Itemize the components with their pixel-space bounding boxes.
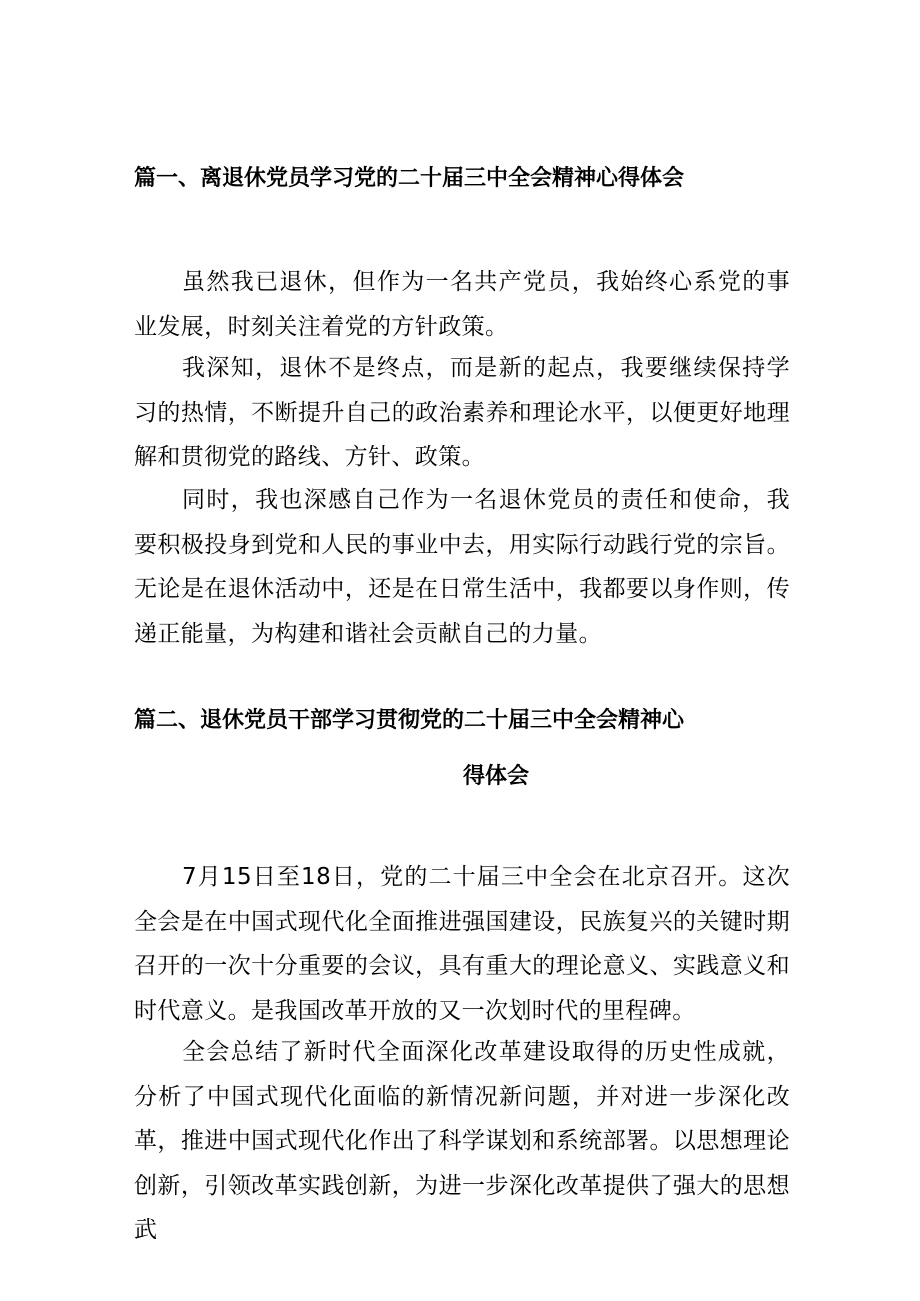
section2-paragraph-1: 7月15日至18日，党的二十届三中全会在北京召开。这次全会是在中国式现代化全面推进强国建设，民族复兴的关键时期召开的一次十分重要的会议，具有重大的理论意义、实践意义和时代意义。是我国改革开放的又一次划时代的里程碑。 [134, 864, 790, 1024]
section1-paragraph-2: 我深知，退休不是终点，而是新的起点，我要继续保持学习的热情，不断提升自己的政治素养和理论水平，以便更好地理解和贯彻党的路线、方针、政策。 [134, 355, 790, 470]
section1-paragraph-1: 虽然我已退休，但作为一名共产党员，我始终心系党的事业发展，时刻关注着党的方针政策。 [134, 269, 790, 340]
section1-title: 篇一、离退休党员学习党的二十届三中全会精神心得体会 [134, 166, 685, 191]
section2-title-line1: 篇二、退休党员干部学习贯彻党的二十届三中全会精神心 [134, 708, 685, 733]
section2-paragraph-2: 全会总结了新时代全面深化改革建设取得的历史性成就，分析了中国式现代化面临的新情况新问题，并对进一步深化改革，推进中国式现代化作出了科学谋划和系统部署。以思想理论创新，引领改革实践创新，为进一步深化改革提供了强大的思想武 [134, 1039, 790, 1243]
section2-title-line2: 得体会 [462, 764, 529, 789]
section1-paragraph-3: 同时，我也深感自己作为一名退休党员的责任和使命，我要积极投身到党和人民的事业中去，用实际行动践行党的宗旨。无论是在退休活动中，还是在日常生活中，我都要以身作则，传递正能量，为构建和谐社会贡献自己的力量。 [134, 487, 790, 647]
